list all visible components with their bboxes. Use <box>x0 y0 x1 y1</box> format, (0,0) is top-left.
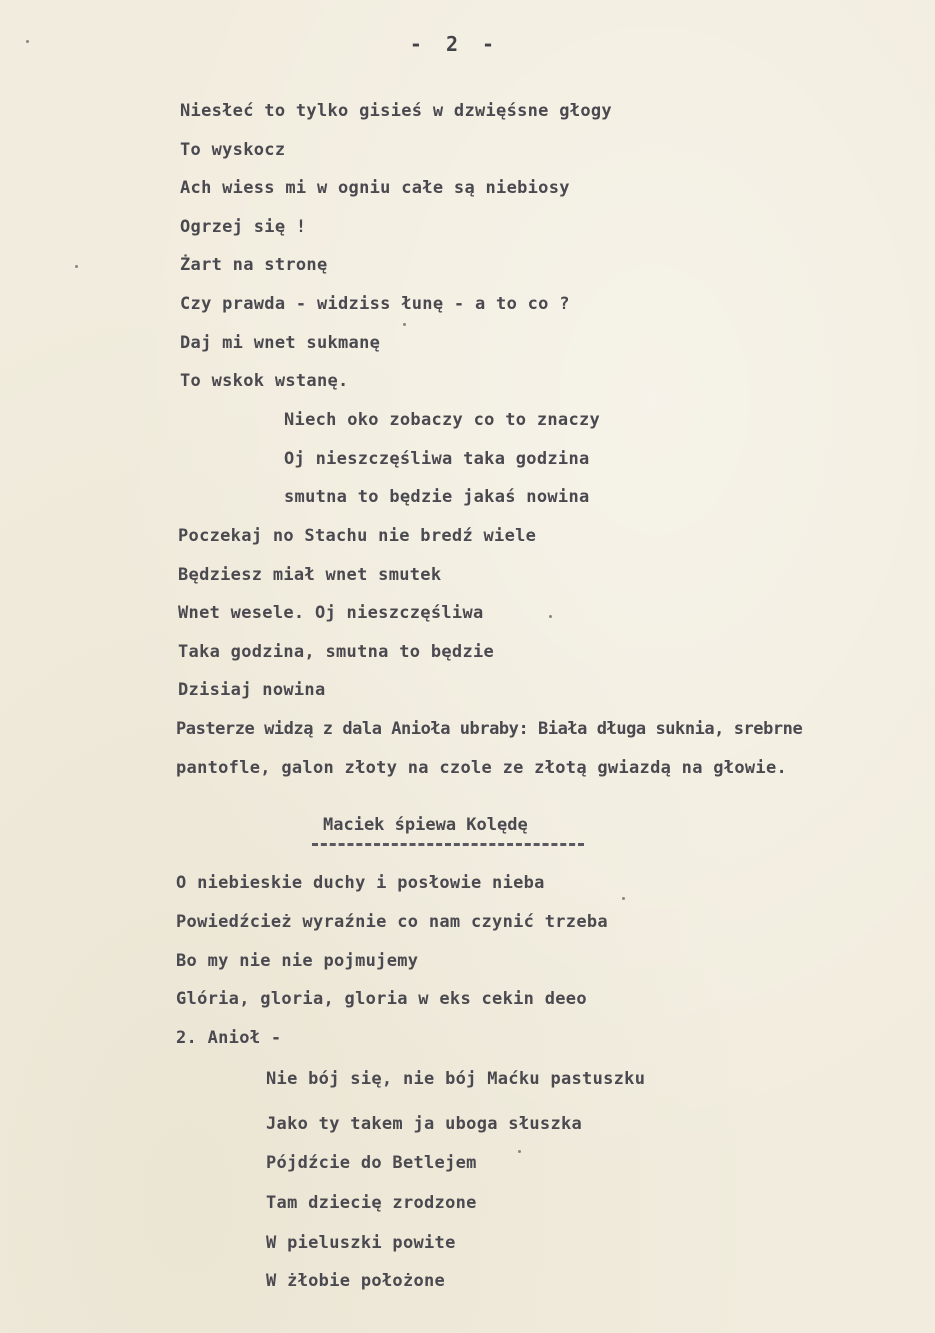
text-line: Poczekaj no Stachu nie bredź wiele <box>178 526 537 546</box>
text-line: To wyskocz <box>180 140 286 160</box>
text-line: Wnet wesele. Oj nieszczęśliwa <box>178 603 484 623</box>
text-line: W żłobie położone <box>266 1271 446 1291</box>
text-line: Żart na stronę <box>180 255 328 275</box>
text-line: Bo my nie nie pojmujemy <box>176 951 419 971</box>
text-line: Ogrzej się ! <box>180 217 307 237</box>
text-line: Nie bój się, nie bój Maćku pastuszku <box>266 1069 646 1089</box>
text-line: Taka godzina, smutna to będzie <box>178 642 495 662</box>
text-line: Pasterze widzą z dala Anioła ubraby: Biała długa suknia, srebrne <box>176 719 803 739</box>
paper-speck <box>518 1150 521 1153</box>
paper-speck <box>75 265 78 268</box>
text-line: Tam dziecię zrodzone <box>266 1193 477 1213</box>
text-line: Jako ty takem ja uboga słuszka <box>266 1114 583 1134</box>
text-line: Glória, gloria, gloria w eks cekin deeo <box>176 989 587 1009</box>
text-line: To wskok wstanę. <box>180 371 349 391</box>
text-line: Będziesz miał wnet smutek <box>178 565 442 585</box>
text-line: Dzisiaj nowina <box>178 680 326 700</box>
text-line: Niech oko zobaczy co to znaczy <box>284 410 601 430</box>
section-heading: Maciek śpiewa Kolędę <box>323 815 528 835</box>
text-line: O niebieskie duchy i posłowie nieba <box>176 873 545 893</box>
text-line: Ach wiess mi w ogniu całe są niebiosy <box>180 178 570 198</box>
text-line: Powiedźcież wyraźnie co nam czynić trzeba <box>176 912 608 932</box>
heading-underline <box>312 843 584 846</box>
page-number: - 2 - <box>409 32 501 56</box>
paper-speck <box>26 40 29 43</box>
paper-speck <box>549 615 552 618</box>
text-line: Czy prawda - widziss łunę - a to co ? <box>180 294 570 314</box>
paper-speck <box>403 323 406 326</box>
text-line: Daj mi wnet sukmanę <box>180 333 381 353</box>
paper-speck <box>622 897 625 900</box>
text-line: Oj nieszczęśliwa taka godzina <box>284 449 590 469</box>
text-line: Niesłeć to tylko gisieś w dzwięśsne głogy <box>180 101 612 121</box>
text-line: W pieluszki powite <box>266 1233 456 1253</box>
text-line: smutna to będzie jakaś nowina <box>284 487 590 507</box>
text-line: Pójdźcie do Betlejem <box>266 1153 477 1173</box>
text-line: pantofle, galon złoty na czole ze złotą gwiazdą na głowie. <box>176 758 788 778</box>
text-line: 2. Anioł - <box>176 1028 282 1048</box>
